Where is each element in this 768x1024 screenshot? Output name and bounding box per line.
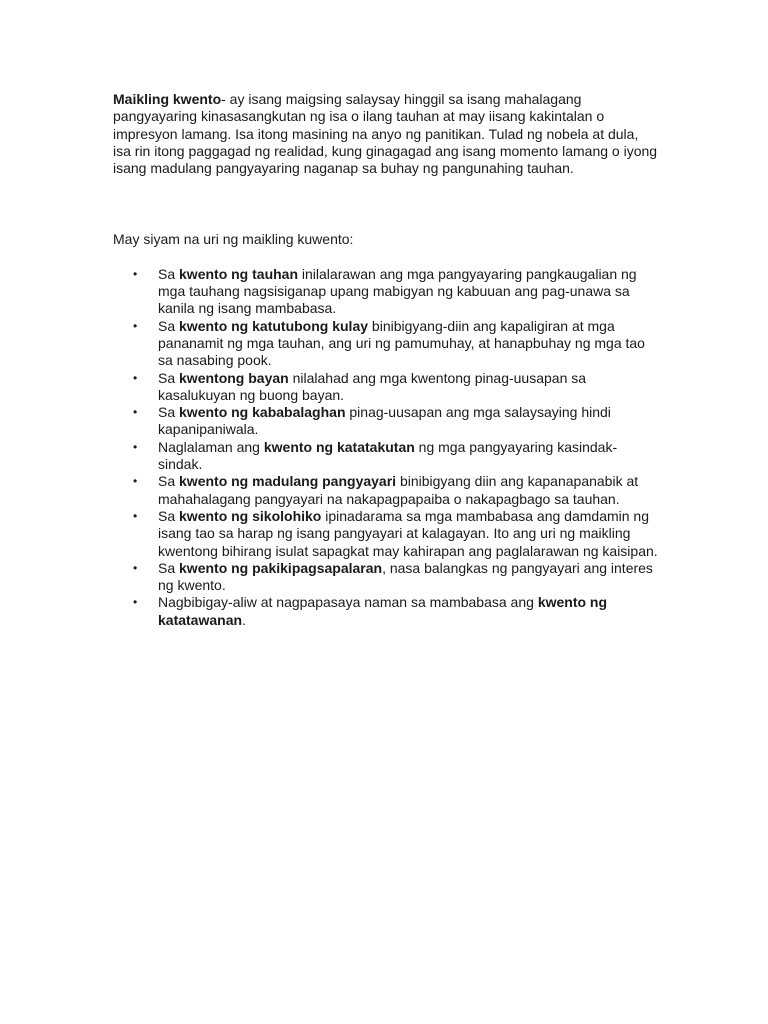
intro-paragraph [113,91,658,177]
intro-term: Maikling kwento [113,91,222,107]
types-lead-sentence: May siyam na uri ng maikling kuwento: [113,231,354,248]
item-pre: Sa [158,473,180,490]
document-page [113,91,658,629]
list-item [113,473,658,508]
item-post: , nasa balangkas ng pangyayari ang interes ng kwento. [158,559,653,594]
bullet-icon: • [133,508,138,523]
item-post: ipinadarama sa mga mambabasa ang damdamin ng isang tao sa harap ng isang pangyayari at kalagayan. Ito ang uri ng maikling kwentong bihirang isulat sapagkat may kahirapan ang paglalarawan ng kaisipan. [158,507,658,559]
intro-definition: - ay isang maigsing salaysay hinggil sa isang mahalagang pangyayaring kinasasangkutan ng isa o ilang tauhan at may iisang kakintalan o impresyon lamang. Isa itong masining na anyo ng panitikan. Tulad ng nobela at dula, isa rin itong paggagad ng realidad, kung ginagagad ang isang momento lamang o iyong isang madulang pangyayaring naganap sa buhay ng pangunahing tauhan. [113,91,658,177]
item-term: kwento ng kababalaghan [179,404,346,421]
item-post: . [242,611,246,628]
item-pre: Sa [158,369,180,386]
item-term: kwento ng katatawanan [158,594,608,628]
item-post: nilalahad ang mga kwentong pinag-uusapan sa kasalukuyan ng buong bayan. [158,369,587,403]
item-pre: Sa [158,265,180,282]
item-pre: Sa [158,559,180,576]
bullet-icon: • [133,318,138,333]
bullet-icon: • [133,266,138,281]
bullet-icon: • [133,474,138,489]
list-item [113,266,658,318]
list-item [113,439,658,474]
item-term: kwentong bayan [179,369,289,386]
list-item [113,508,658,560]
item-pre: Sa [158,507,180,524]
bullet-icon: • [133,405,138,420]
list-item [113,594,658,629]
item-term: kwento ng madulang pangyayari [179,473,397,490]
bullet-icon: • [133,370,138,385]
item-term: kwento ng sikolohiko [179,507,322,524]
types-list [113,266,658,629]
item-post: ng mga pangyayaring kasindak-sindak. [158,438,618,473]
item-post: pinag-uusapan ang mga salaysaying hindi kapanipaniwala. [158,404,611,438]
item-term: kwento ng tauhan [179,265,299,282]
list-item [113,404,658,439]
item-term: kwento ng katutubong kulay [179,317,369,334]
bullet-icon: • [133,595,138,610]
bullet-icon: • [133,439,138,454]
item-pre: Sa [158,317,180,334]
item-pre: Sa [158,404,180,421]
item-pre: Naglalaman ang [158,438,264,455]
list-item [113,560,658,595]
bullet-icon: • [133,560,138,575]
list-item [113,318,658,370]
item-term: kwento ng pakikipagsapalaran [179,559,383,576]
item-term: kwento ng katatakutan [263,438,415,455]
list-item [113,370,658,405]
item-pre: Nagbibigay-aliw at nagpapasaya naman sa mambabasa ang [158,594,538,611]
item-post: binibigyang-diin ang kapaligiran at mga pananamit ng mga tauhan, ang uri ng pamumuhay, at hanapbuhay ng mga tao sa nasabing pook. [158,317,645,369]
item-post: inilalarawan ang mga pangyayaring pangkaugalian ng mga tauhang nagsisiganap upang mabigyan ng kabuuan ang pag-unawa sa kanila ng isang mambabasa. [158,265,637,317]
item-post: binibigyang diin ang kapanapanabik at mahahalagang pangyayari na nakapagpapaiba o nakapagbago sa tauhan. [158,473,639,507]
